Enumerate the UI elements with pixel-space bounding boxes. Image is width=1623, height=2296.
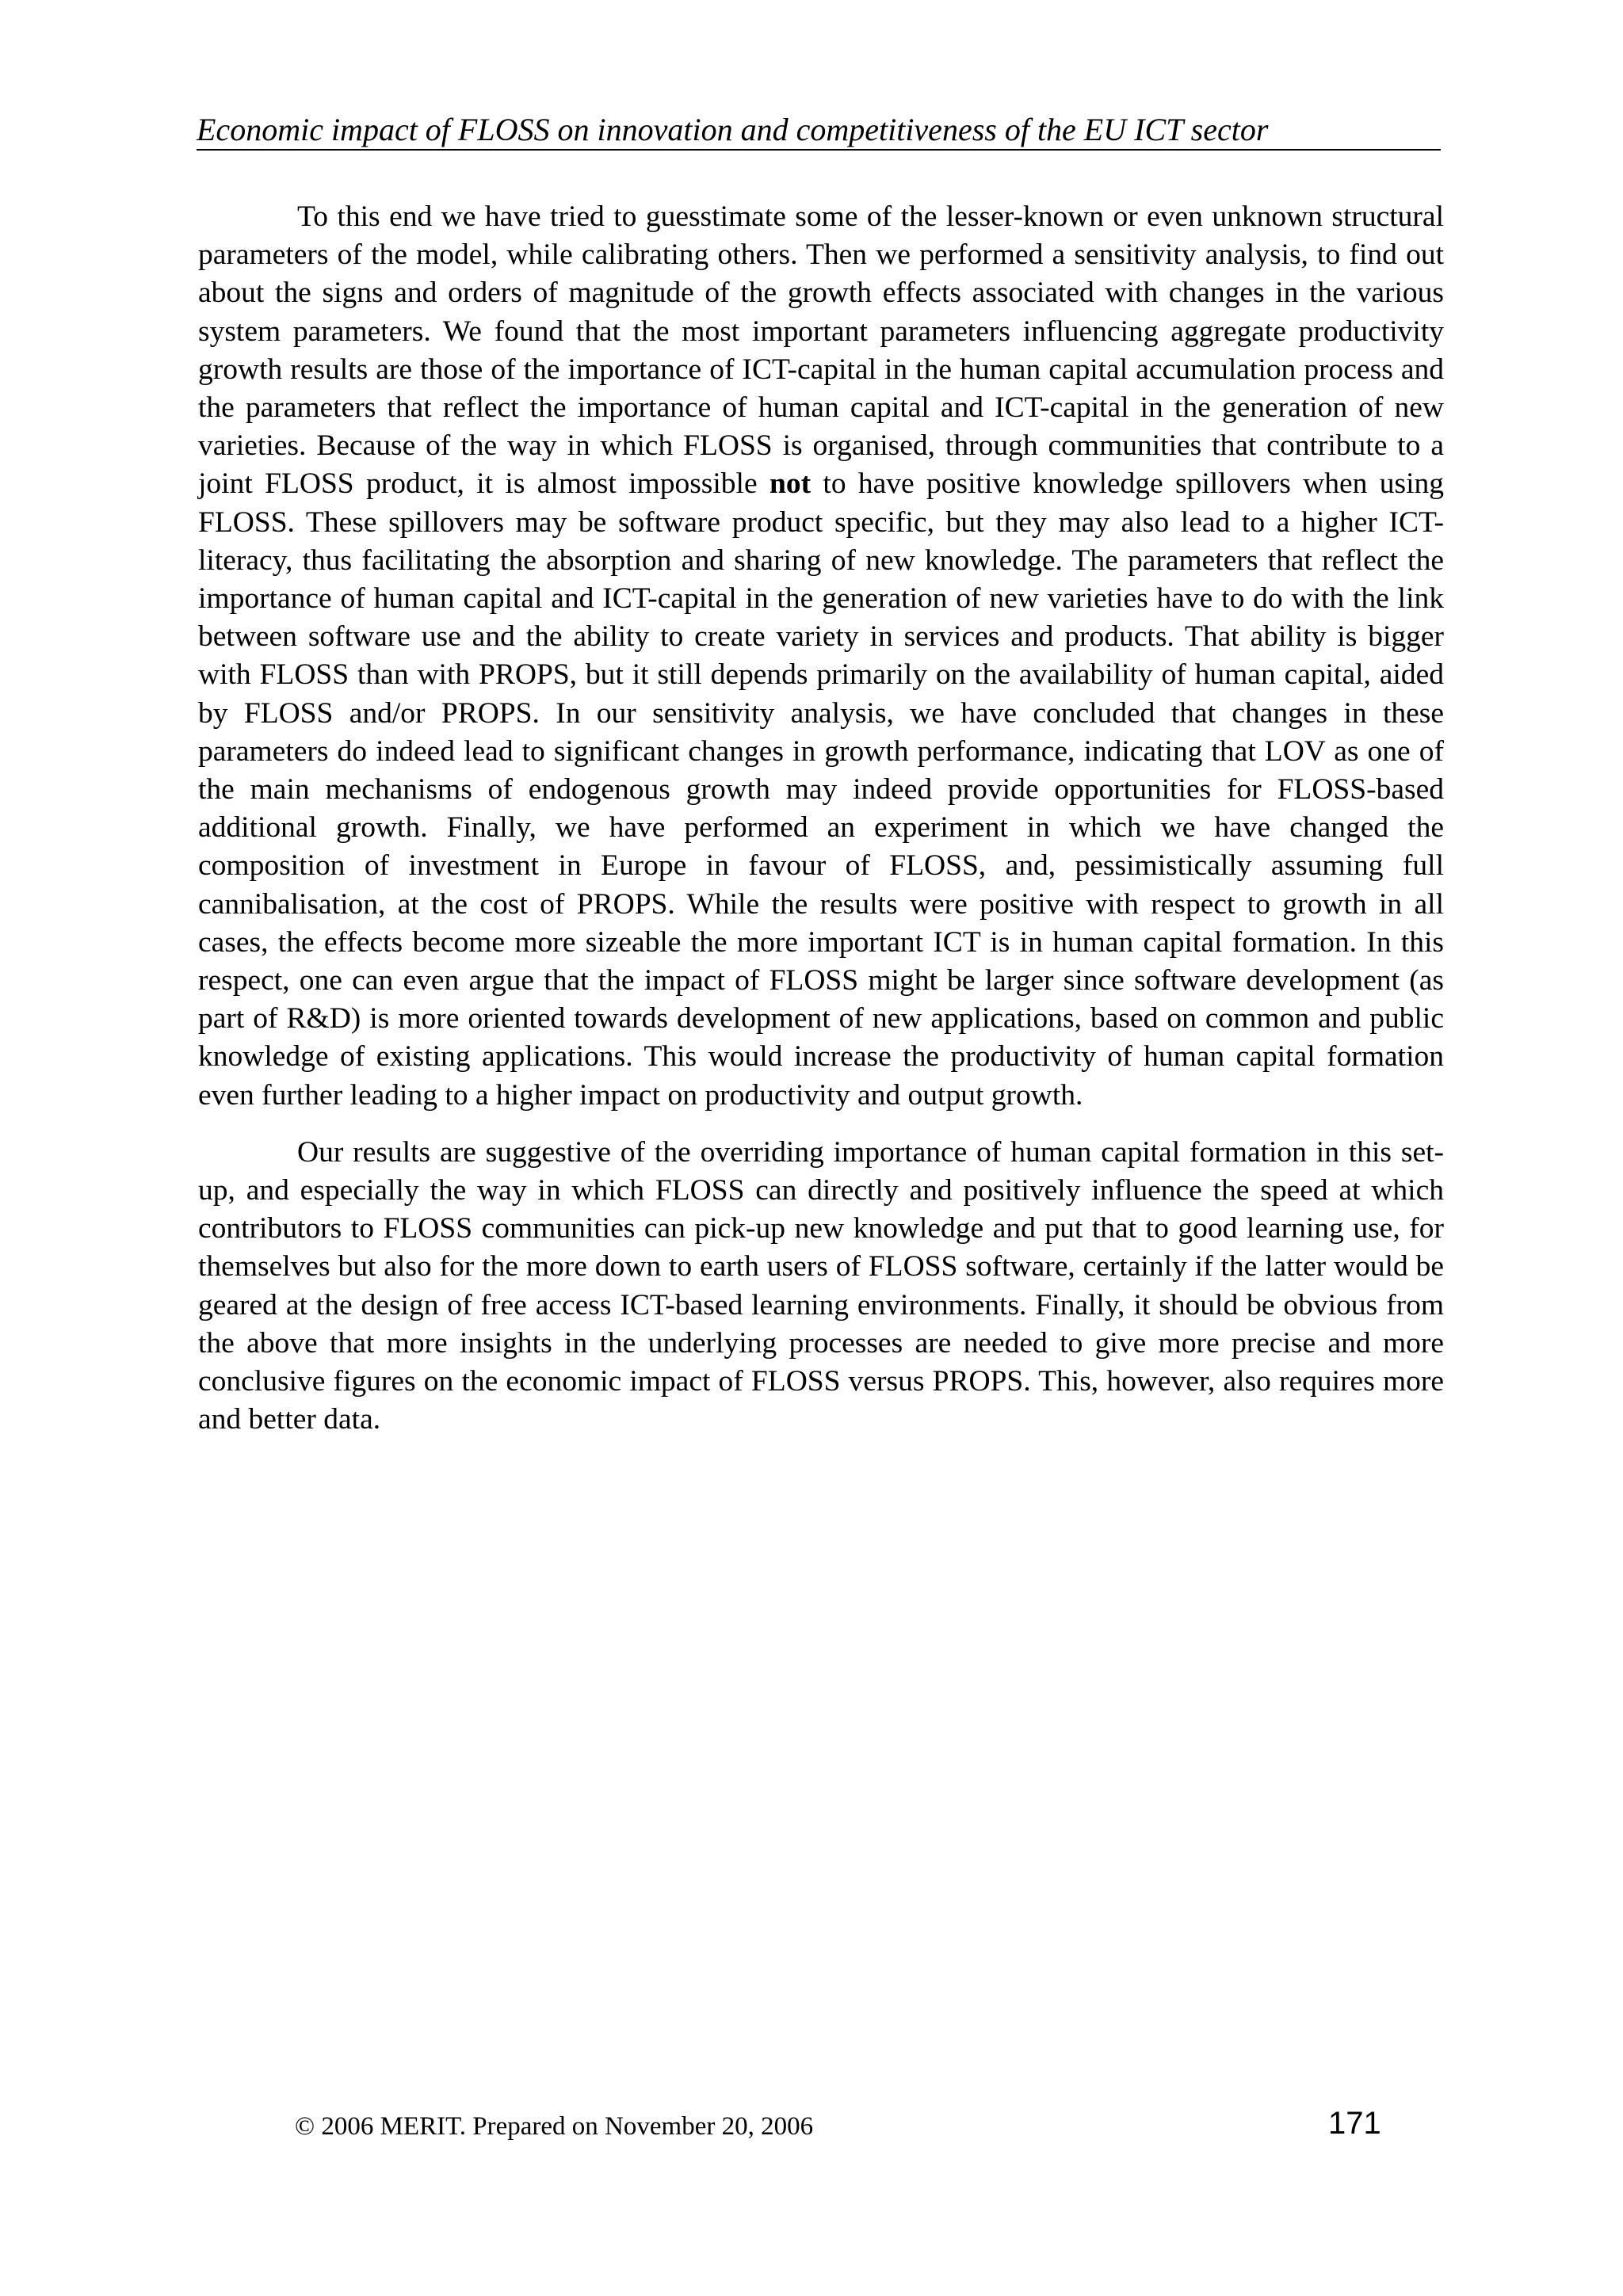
running-header: Economic impact of FLOSS on innovation and competitiveness of the EU ICT sector: [197, 112, 1269, 147]
paragraph-2: Our results are suggestive of the overriding importance of human capital formation in this set-up, and especially the way in which FLOSS can directly and positively influence the speed at which contributors to FLOSS communities can pick-up new knowledge and put that to good learning use, for themselves but also for the more down to earth users of FLOSS software, certainly if the latter would be geared at the design of free access ICT-based learning environments. Finally, it should be obvious from the above that more insights in the underlying processes are needed to give more precise and more conclusive figures on the economic impact of FLOSS versus PROPS. This, however, also requires more and better data.: [198, 1135, 1444, 1436]
paragraph-1: [198, 198, 1444, 1115]
footer-copyright: © 2006 MERIT. Prepared on November 20, 2006: [295, 2112, 814, 2141]
body-text: [198, 198, 1444, 1459]
page-number: 171: [1328, 2106, 1381, 2141]
paragraph-1-bold-word: not: [769, 467, 812, 501]
paragraph-1-text-end: to have positive knowledge spillovers when using FLOSS. These spillovers may be software product specific, but they may also lead to a higher ICT-literacy, thus facilitating the absorption and sharing of new knowledge. The parameters that reflect the importance of human capital and ICT-capital in the generation of new varieties have to do with the link between software use and the ability to create variety in services and products. That ability is bigger with FLOSS than with PROPS, but it still depends primarily on the availability of human capital, aided by FLOSS and/or PROPS. In our sensitivity analysis, we have concluded that changes in these parameters do indeed lead to significant changes in growth performance, indicating that LOV as one of the main mechanisms of endogenous growth may indeed provide opportunities for FLOSS-based additional growth. Finally, we have performed an experiment in which we have changed the composition of investment in Europe in favour of FLOSS, and, pessimistically assuming full cannibalisation, at the cost of PROPS. While the results were positive with respect to growth in all cases, the effects become more sizeable the more important ICT is in human capital formation. In this respect, one can even argue that the impact of FLOSS might be larger since software development (as part of R&D) is more oriented towards development of new applications, based on common and public knowledge of existing applications. This would increase the productivity of human capital formation even further leading to a higher impact on productivity and output growth.: [198, 467, 1444, 1112]
header-rule: [197, 149, 1441, 151]
paragraph-1-text-start: To this end we have tried to guesstimate some of the lesser-known or even unknown structural parameters of the model, while calibrating others. Then we performed a sensitivity analysis, to find out about the signs and orders of magnitude of the growth effects associated with changes in the various system parameters. We found that the most important parameters influencing aggregate productivity growth results are those of the importance of ICT-capital in the human capital accumulation process and the parameters that reflect the importance of human capital and ICT-capital in the generation of new varieties. Because of the way in which FLOSS is organised, through communities that contribute to a joint FLOSS product, it is almost impossible: [198, 200, 1444, 501]
